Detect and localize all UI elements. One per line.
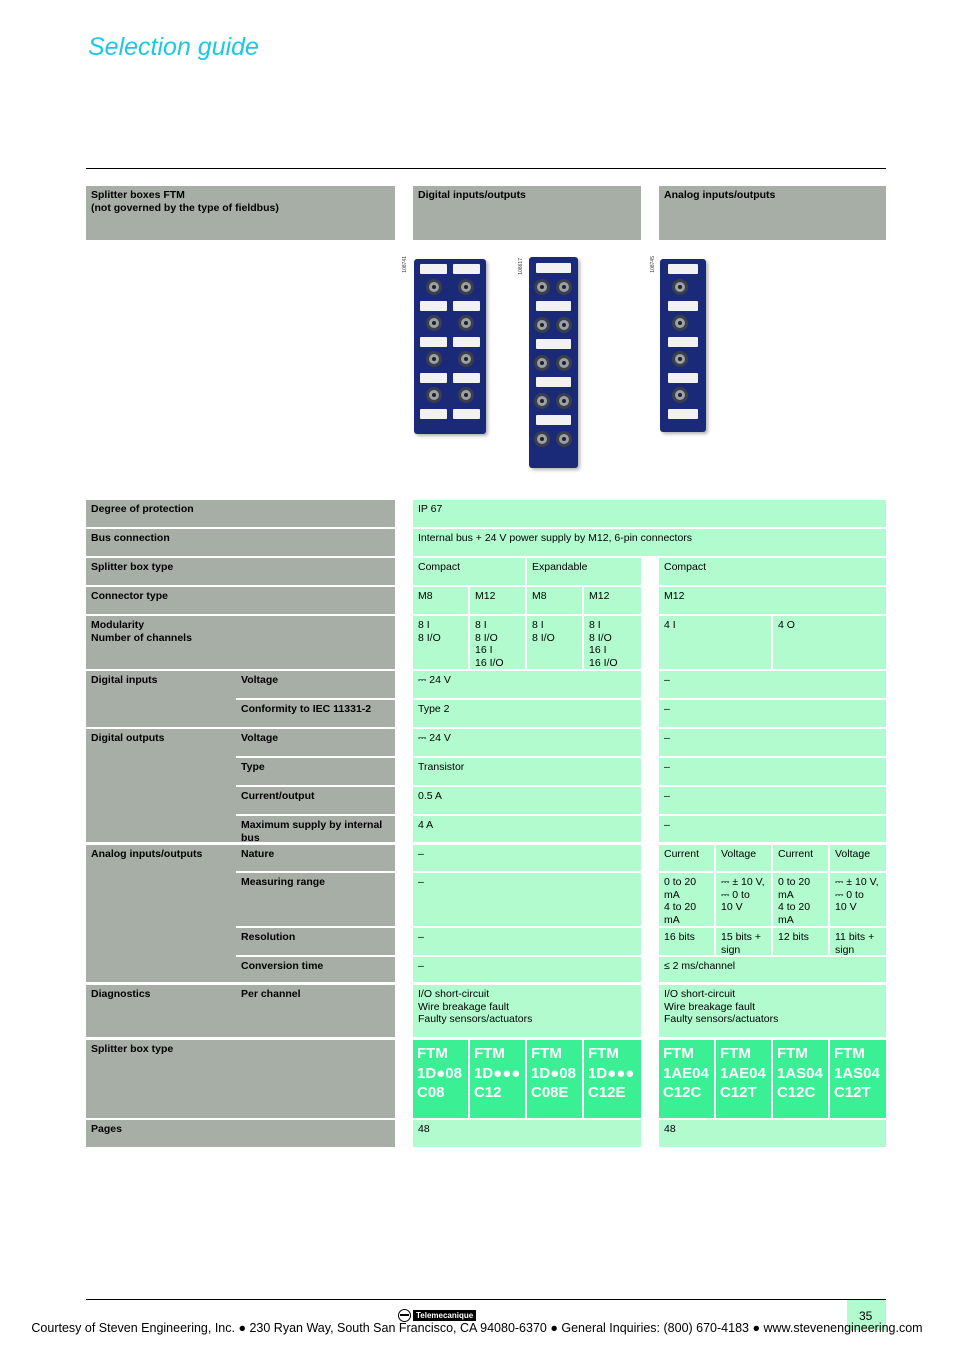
bottom-divider (86, 1299, 886, 1300)
analog-nature-cell: Current (773, 845, 828, 871)
analog-nature-cell: Current (659, 845, 714, 871)
digital-outputs-voltage-analog: – (659, 729, 886, 756)
modularity-analog-outputs: 4 O (773, 616, 886, 669)
row-label-connector-type: Connector type (86, 587, 395, 614)
digital-inputs-voltage: ⎓ 24 V (413, 671, 641, 698)
part-number[interactable]: FTM 1AE04 C12C (659, 1040, 714, 1118)
row-label-pages: Pages (86, 1120, 395, 1147)
row-label-diagnostics: Diagnostics (86, 985, 236, 1037)
digital-inputs-conformity: Type 2 (413, 700, 641, 727)
analog-range-cell: ⎓ ± 10 V, ⎓ 0 to 10 V (830, 873, 886, 926)
page-title: Selection guide (88, 33, 259, 61)
analog-resolution-digital: – (413, 928, 641, 955)
digital-outputs-max-supply: 4 A (413, 816, 641, 842)
row-sublabel-voltage: Voltage (236, 671, 395, 698)
row-sublabel-conformity: Conformity to IEC 11331-2 (236, 700, 395, 727)
analog-conversion-time: ≤ 2 ms/channel (659, 957, 886, 982)
diagnostics-digital: I/O short-circuit Wire breakage fault Faulty sensors/actuators (413, 985, 641, 1037)
part-number[interactable]: FTM 1AS04 C12C (773, 1040, 828, 1118)
part-number[interactable]: FTM 1D●08 C08E (527, 1040, 582, 1118)
analog-nature-cell: Voltage (716, 845, 771, 871)
row-label-bus-connection: Bus connection (86, 529, 395, 556)
connector-type-cell: M8 (413, 587, 468, 614)
analog-nature-cell: Voltage (830, 845, 886, 871)
analog-resolution-cell: 15 bits + sign (716, 928, 771, 955)
diagnostics-analog: I/O short-circuit Wire breakage fault Faulty sensors/actuators (659, 985, 886, 1037)
digital-outputs-current-analog: – (659, 787, 886, 814)
row-sublabel-voltage: Voltage (236, 729, 395, 756)
product-photo-expandable (529, 257, 578, 468)
page-number: 35 (847, 1300, 886, 1330)
analog-resolution-cell: 12 bits (773, 928, 828, 955)
row-sublabel-per-channel: Per channel (236, 985, 395, 1037)
digital-outputs-max-supply-analog: – (659, 816, 886, 842)
digital-outputs-type: Transistor (413, 758, 641, 785)
modularity-cell: 8 I 8 I/O (527, 616, 582, 669)
product-photo-compact (414, 259, 486, 434)
bus-connection-value: Internal bus + 24 V power supply by M12, 6-pin connectors (413, 529, 886, 556)
row-label-splitter-box-type: Splitter box type (86, 558, 395, 585)
pages-analog[interactable]: 48 (659, 1120, 886, 1147)
part-number[interactable]: FTM 1AS04 C12T (830, 1040, 886, 1118)
analog-resolution-cell: 16 bits (659, 928, 714, 955)
row-label-digital-outputs: Digital outputs (86, 729, 236, 842)
row-label-part-numbers: Splitter box type (86, 1040, 395, 1118)
row-sublabel-resolution: Resolution (236, 928, 395, 955)
brand-logo-text: Telemecanique (413, 1310, 476, 1321)
photo-code: 108745 (650, 256, 656, 273)
splitter-type-analog-compact: Compact (659, 558, 886, 585)
analog-range-cell: 0 to 20 mA 4 to 20 mA (659, 873, 714, 926)
splitter-type-expandable: Expandable (527, 558, 641, 585)
modularity-cell: 8 I 8 I/O 16 I 16 I/O (584, 616, 641, 669)
splitter-type-compact: Compact (413, 558, 525, 585)
header-digital-io: Digital inputs/outputs (413, 186, 641, 240)
degree-of-protection-value: IP 67 (413, 500, 886, 527)
part-number[interactable]: FTM 1D●●● C12E (584, 1040, 641, 1118)
digital-outputs-type-analog: – (659, 758, 886, 785)
analog-range-cell: ⎓ ± 10 V, ⎓ 0 to 10 V (716, 873, 771, 926)
modularity-cell: 8 I 8 I/O (413, 616, 468, 669)
analog-conversion-digital: – (413, 957, 641, 982)
connector-type-cell: M12 (584, 587, 641, 614)
top-divider (86, 168, 886, 169)
digital-outputs-current: 0.5 A (413, 787, 641, 814)
analog-range-cell: 0 to 20 mA 4 to 20 mA (773, 873, 828, 926)
row-sublabel-current-output: Current/output (236, 787, 395, 814)
pages-digital[interactable]: 48 (413, 1120, 641, 1147)
row-sublabel-measuring-range: Measuring range (236, 873, 395, 926)
row-label-modularity: Modularity Number of channels (86, 616, 395, 669)
photo-code: 108741 (402, 256, 408, 273)
row-label-analog-io: Analog inputs/outputs (86, 845, 236, 982)
product-photo-analog (660, 259, 706, 432)
part-number[interactable]: FTM 1D●●● C12 (470, 1040, 525, 1118)
digital-inputs-voltage-analog: – (659, 671, 886, 698)
courtesy-footer: Courtesy of Steven Engineering, Inc. ● 230 Ryan Way, South San Francisco, CA 94080-6370 ● General Inquiries: (800) 670-4183 ● www.stevenengineering.com (31, 1321, 923, 1335)
part-number[interactable]: FTM 1AE04 C12T (716, 1040, 771, 1118)
row-sublabel-type: Type (236, 758, 395, 785)
part-number[interactable]: FTM 1D●08 C08 (413, 1040, 468, 1118)
row-label-degree-of-protection: Degree of protection (86, 500, 395, 527)
digital-outputs-voltage: ⎓ 24 V (413, 729, 641, 756)
connector-type-cell: M8 (527, 587, 582, 614)
connector-type-cell: M12 (470, 587, 525, 614)
row-sublabel-max-supply: Maximum supply by internal bus (236, 816, 395, 842)
modularity-cell: 8 I 8 I/O 16 I 16 I/O (470, 616, 525, 669)
analog-range-digital: – (413, 873, 641, 926)
modularity-analog-inputs: 4 I (659, 616, 771, 669)
connector-type-analog: M12 (659, 587, 886, 614)
header-splitter-boxes: Splitter boxes FTM (not governed by the type of fieldbus) (86, 186, 395, 240)
row-sublabel-nature: Nature (236, 845, 395, 871)
header-analog-io: Analog inputs/outputs (659, 186, 886, 240)
row-sublabel-conversion-time: Conversion time (236, 957, 395, 982)
analog-nature-digital: – (413, 845, 641, 871)
digital-inputs-conformity-analog: – (659, 700, 886, 727)
photo-code: 108617 (518, 258, 524, 275)
analog-resolution-cell: 11 bits + sign (830, 928, 886, 955)
row-label-digital-inputs: Digital inputs (86, 671, 236, 727)
